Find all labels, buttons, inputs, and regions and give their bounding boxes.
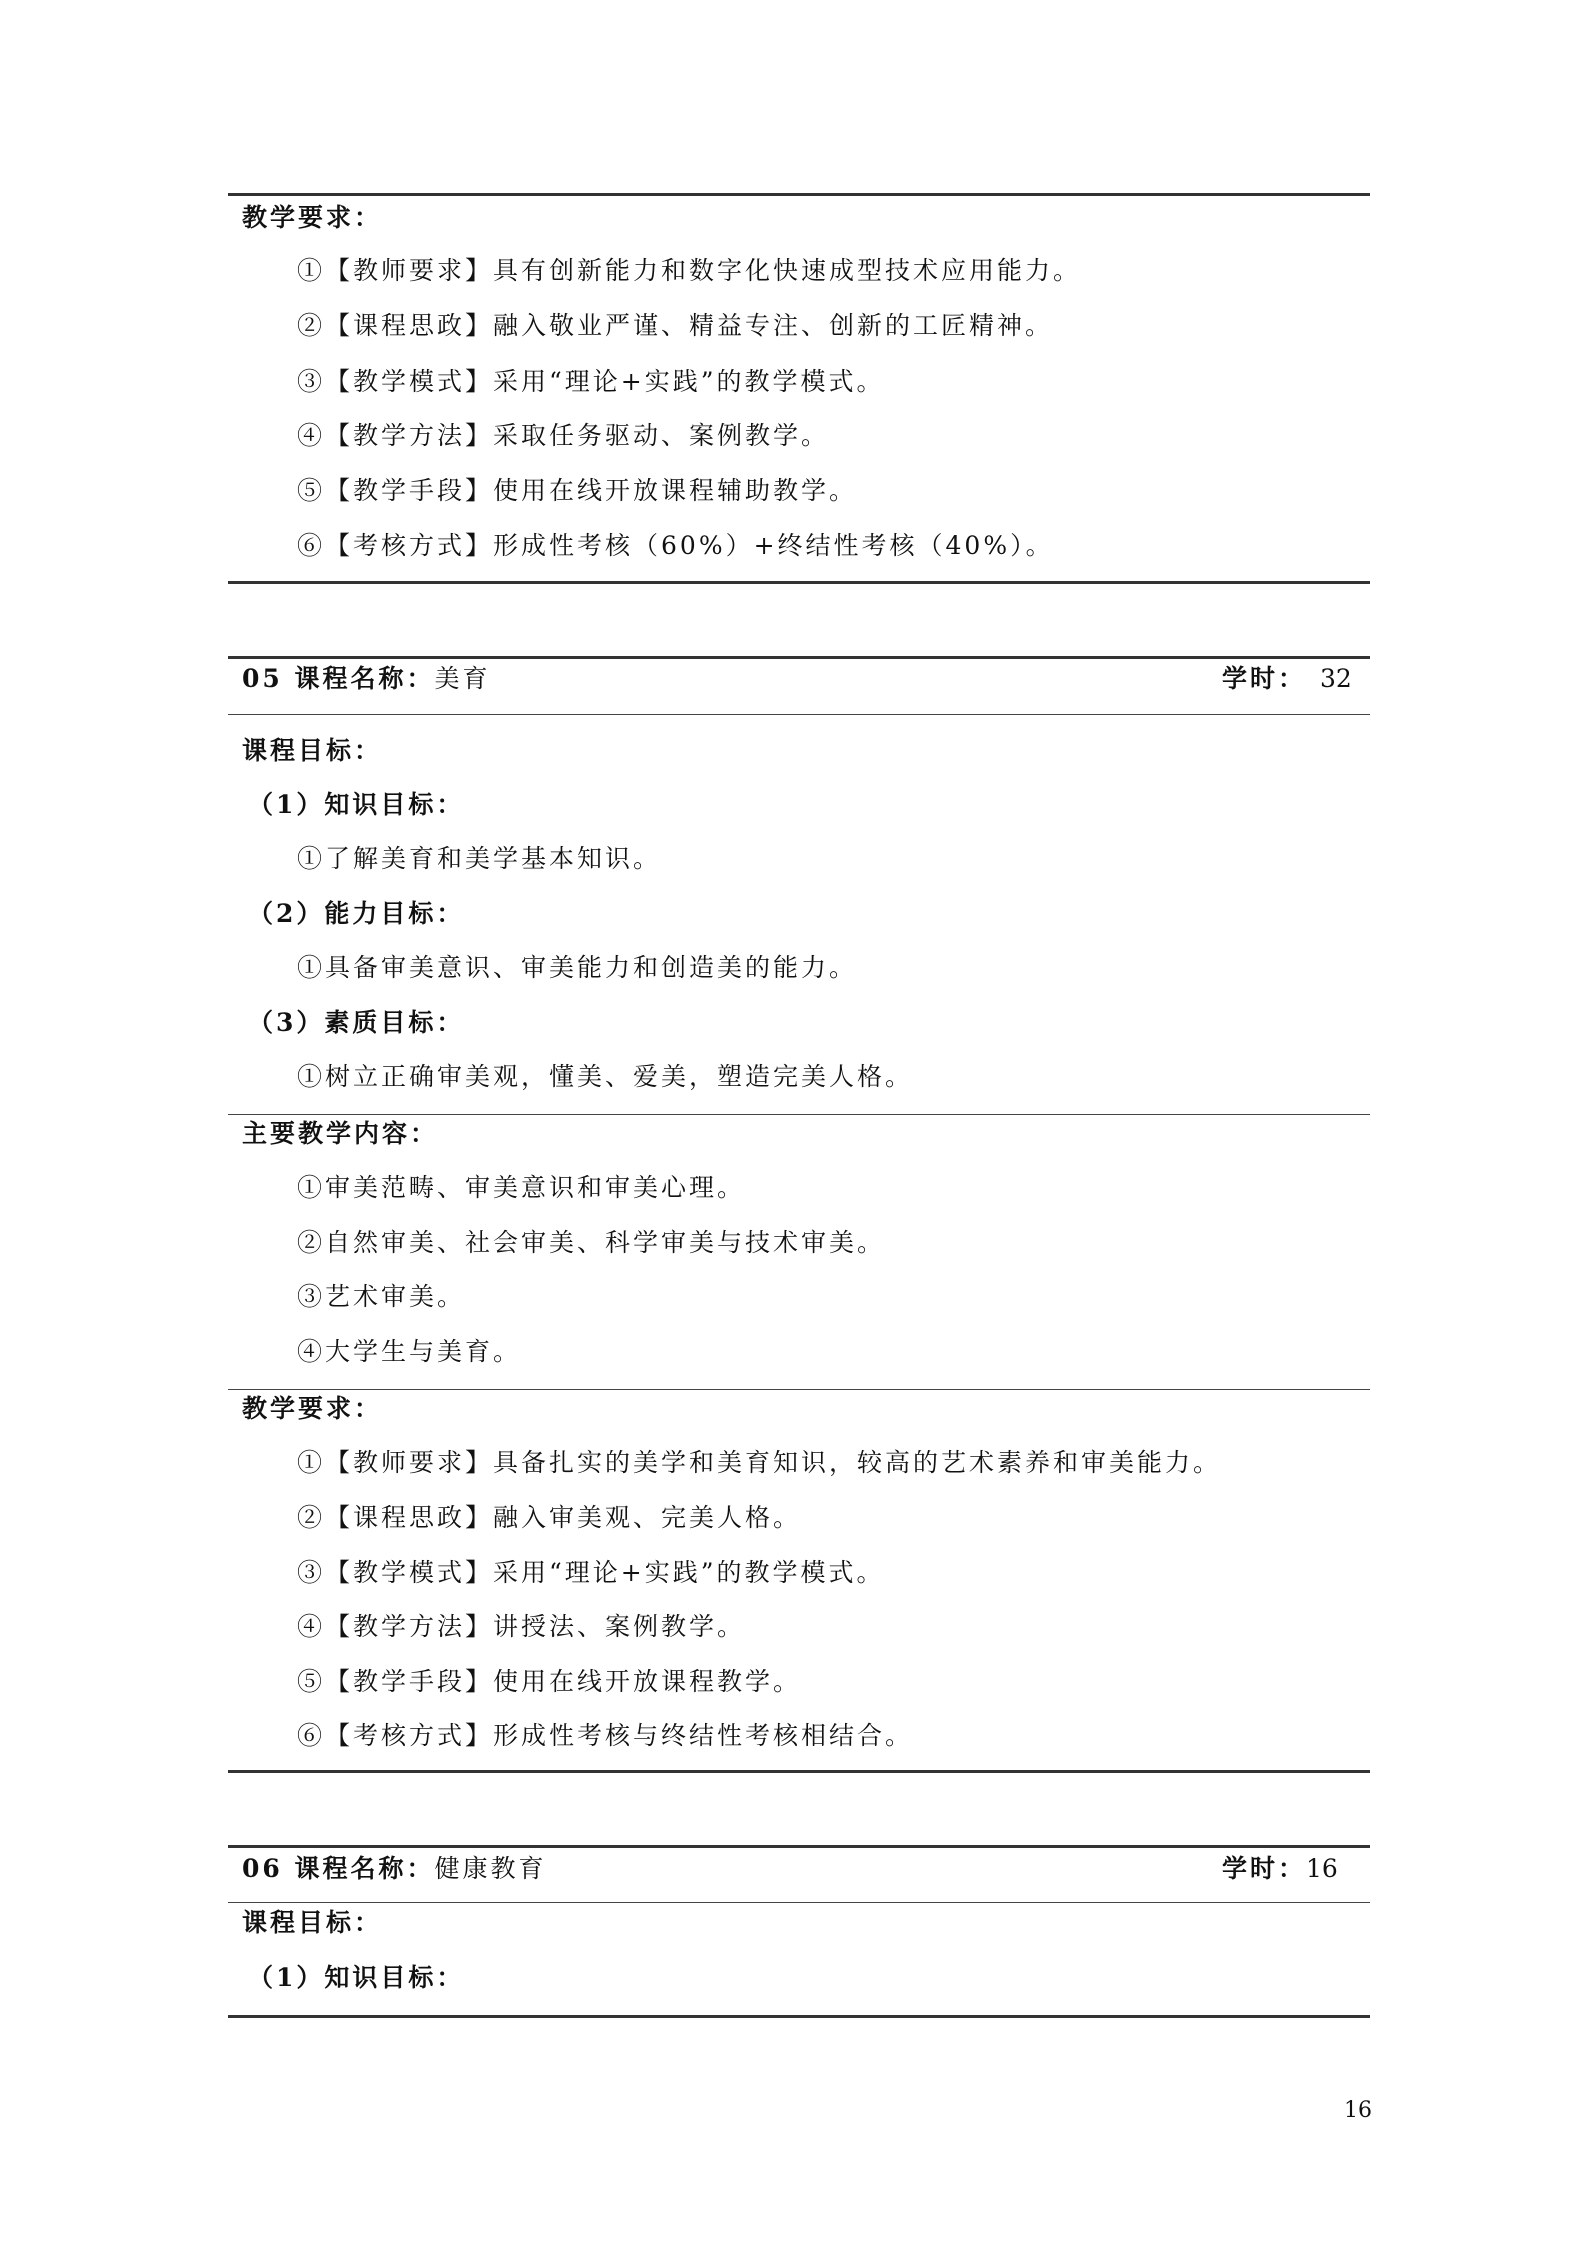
requirement-item: ⑤【教学手段】使用在线开放课程辅助教学。 [297,476,858,505]
ability-goal-title: （2）能力目标： [248,899,465,928]
course-05-name-row [242,663,491,695]
quality-goal-title: （3）素质目标： [248,1008,465,1037]
requirement-item: ⑤【教学手段】使用在线开放课程教学。 [297,1667,802,1696]
requirement-item: ④【教学方法】讲授法、案例教学。 [297,1612,746,1641]
course-goal-title: 课程目标： [242,1908,383,1937]
main-content-title: 主要教学内容： [242,1119,439,1148]
course-05-hours [1222,663,1352,695]
teaching-requirements-title: 教学要求： [242,1394,383,1423]
ability-goal-item: ①具备审美意识、审美能力和创造美的能力。 [297,953,858,982]
content-item: ④大学生与美育。 [297,1337,522,1366]
requirement-item: ⑥【考核方式】形成性考核与终结性考核相结合。 [297,1721,914,1750]
knowledge-goal-title: （1）知识目标： [248,1963,465,1992]
requirement-item: ③【教学模式】采用“理论+实践”的教学模式。 [297,1558,885,1587]
hours-label: 学时： [1222,664,1307,693]
teaching-requirements-title: 教学要求： [242,203,383,232]
page-number: 16 [1344,2098,1372,2123]
requirement-item: ④【教学方法】采取任务驱动、案例教学。 [297,421,830,450]
quality-goal-item: ①树立正确审美观，懂美、爱美，塑造完美人格。 [297,1062,914,1091]
course-06-header-divider [228,1902,1370,1903]
knowledge-goal-item: ①了解美育和美学基本知识。 [297,844,662,873]
content-item: ①审美范畴、审美意识和审美心理。 [297,1173,746,1202]
requirement-item: ③【教学模式】采用“理论+实践”的教学模式。 [297,367,885,396]
course-name-label: 05 课程名称： [242,664,435,693]
table-top-border [228,193,1370,196]
content-item: ②自然审美、社会审美、科学审美与技术审美。 [297,1228,886,1257]
knowledge-goal-title: （1）知识目标： [248,790,465,819]
course-05-bottom-border [228,1770,1370,1773]
course-name-value: 美育 [434,664,491,693]
course-06-hours [1222,1853,1338,1885]
content-item: ③艺术审美。 [297,1282,466,1311]
course-goal-title: 课程目标： [242,736,383,765]
course-06-name-row [242,1853,547,1885]
goals-divider [228,1114,1370,1115]
requirement-item: ⑥【考核方式】形成性考核（60%）+终结性考核（40%）。 [297,531,1054,560]
course-name-value: 健康教育 [434,1854,547,1883]
requirement-item: ②【课程思政】融入审美观、完美人格。 [297,1503,802,1532]
course-name-label: 06 课程名称： [242,1854,435,1883]
hours-value: 16 [1306,1854,1338,1883]
requirement-item: ②【课程思政】融入敬业严谨、精益专注、创新的工匠精神。 [297,311,1054,340]
content-divider [228,1389,1370,1390]
hours-label: 学时： [1222,1854,1307,1883]
table-bottom-border [228,581,1370,584]
requirement-item: ①【教师要求】具有创新能力和数字化快速成型技术应用能力。 [297,256,1082,285]
hours-value: 32 [1320,664,1352,693]
requirement-item: ①【教师要求】具备扎实的美学和美育知识，较高的艺术素养和审美能力。 [297,1448,1222,1477]
course-06-top-border [228,1845,1370,1848]
course-06-bottom-border [228,2015,1370,2018]
course-05-top-border [228,656,1370,659]
course-05-header-divider [228,714,1370,715]
